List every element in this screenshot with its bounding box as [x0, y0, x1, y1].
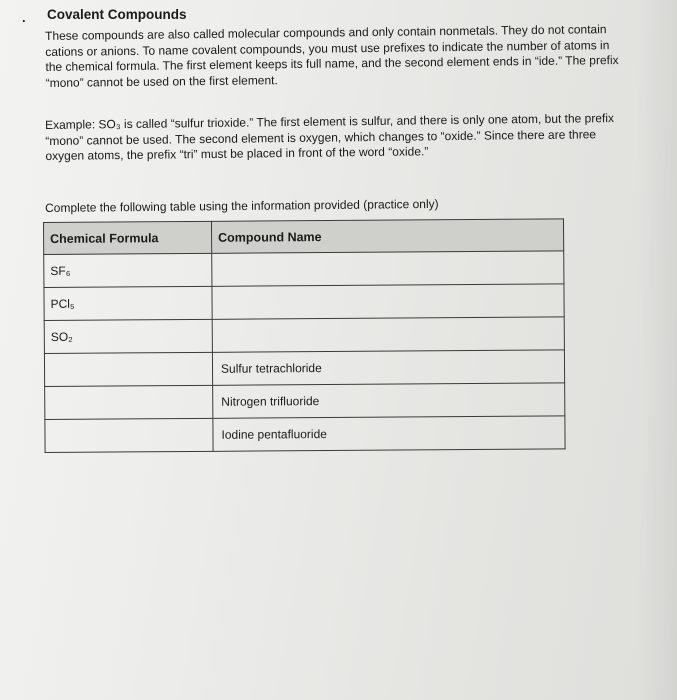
compound-table: [43, 218, 566, 453]
intro-paragraph: These compounds are also called molecular compounds and only contain nonmetals. They do not contain cations or anions. To name covalent compounds, you must use prefixes to indicate the number of atoms in the chemical formula. The first element keeps its full name, and the second element ends in “ide.” The prefix “mono” cannot be used on the first element.: [45, 22, 619, 90]
table-row: [44, 284, 564, 321]
compound-name-cell[interactable]: Iodine pentafluoride: [213, 416, 565, 451]
table-row: [44, 317, 564, 354]
table-instruction: Complete the following table using the information provided (practice only): [45, 196, 439, 215]
formula-cell[interactable]: [44, 352, 212, 386]
example-paragraph: Example: SO₃ is called “sulfur trioxide.” The first element is sulfur, and there is only one atom, but the prefix “mono” cannot be used. The second element is oxygen, which changes to “oxide.” Since there are three oxygen atoms, the prefix “tri” must be placed in front of the word “oxide.”: [45, 111, 615, 163]
compound-name-cell[interactable]: Sulfur tetrachloride: [212, 350, 564, 385]
formula-cell[interactable]: SO₂: [44, 319, 212, 353]
formula-cell[interactable]: [45, 385, 213, 419]
compound-name-cell[interactable]: Nitrogen trifluoride: [213, 383, 565, 418]
formula-cell[interactable]: SF₆: [44, 253, 212, 287]
table-row: [44, 350, 564, 387]
table-row: [45, 416, 565, 453]
section-title: Covalent Compounds: [47, 7, 187, 22]
bullet-mark: .: [22, 10, 26, 25]
header-chemical-formula: Chemical Formula: [44, 221, 212, 254]
compound-name-cell[interactable]: [212, 317, 564, 352]
compound-table-wrapper: [43, 218, 566, 453]
formula-cell[interactable]: PCl₅: [44, 286, 212, 320]
compound-name-cell[interactable]: [212, 251, 564, 286]
formula-cell[interactable]: [45, 418, 213, 452]
header-compound-name: Compound Name: [211, 219, 563, 253]
table-row: [45, 383, 565, 420]
table-row: [44, 251, 564, 288]
page-shadow: [637, 0, 677, 700]
compound-name-cell[interactable]: [212, 284, 564, 319]
table-header-row: [44, 219, 564, 255]
